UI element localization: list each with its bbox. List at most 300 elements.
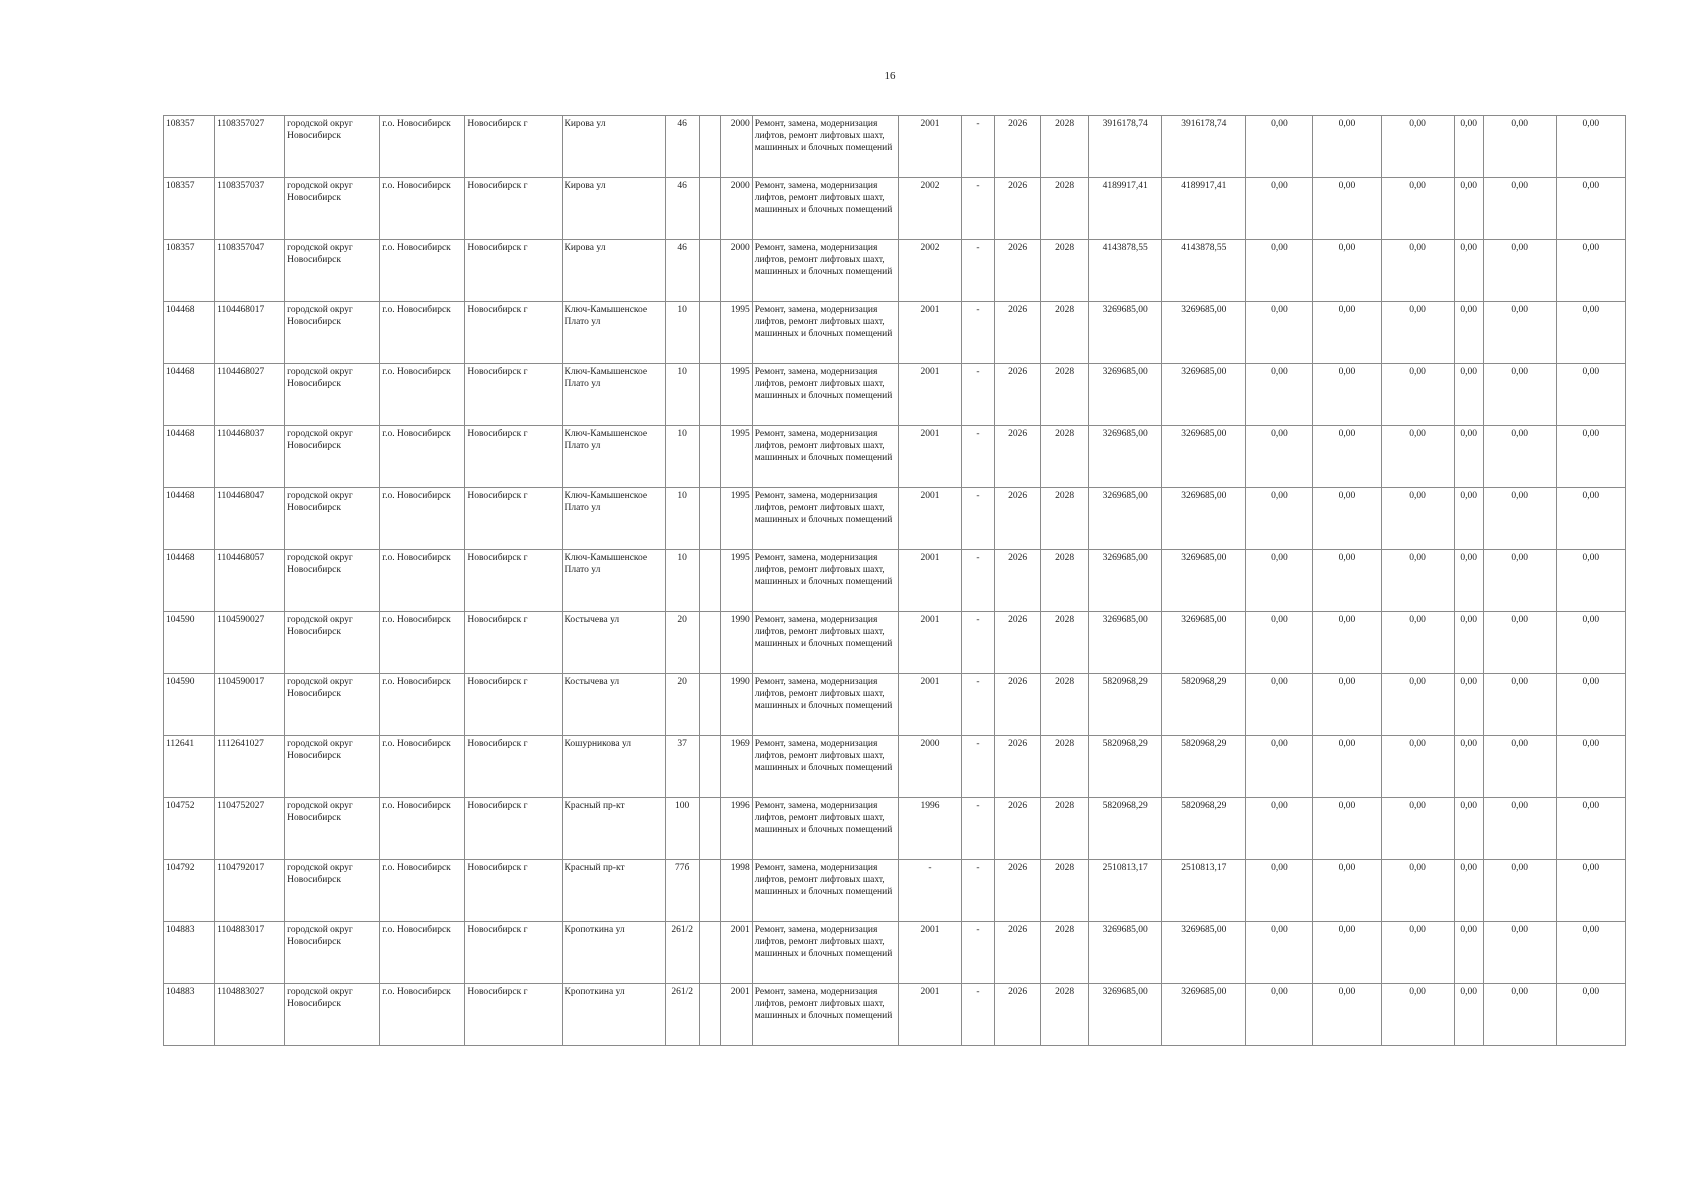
built-year-cell: 1996	[720, 798, 752, 860]
repair-plan-table-container	[163, 115, 1626, 1046]
plan-start-year-cell: 2026	[995, 488, 1041, 550]
value-4-cell: 0,00	[1454, 860, 1483, 922]
previous-repair-cell: -	[962, 116, 995, 178]
municipality-cell: г.о. Новосибирск	[380, 488, 465, 550]
plan-end-year-cell: 2028	[1041, 984, 1089, 1046]
house-number-cell: 10	[665, 550, 699, 612]
row-id-cell: 104752	[164, 798, 215, 860]
row-id-cell: 108357	[164, 240, 215, 302]
plan-end-year-cell: 2028	[1041, 550, 1089, 612]
plan-end-year-cell: 2028	[1041, 302, 1089, 364]
value-1-cell: 0,00	[1246, 922, 1313, 984]
row-id-cell: 108357	[164, 116, 215, 178]
value-6-cell: 0,00	[1556, 364, 1625, 426]
previous-repair-cell: -	[962, 364, 995, 426]
municipality-cell: г.о. Новосибирск	[380, 674, 465, 736]
district-cell: городской округ Новосибирск	[285, 550, 380, 612]
previous-repair-cell: -	[962, 860, 995, 922]
total-cost-cell: 4143878,55	[1089, 240, 1162, 302]
fund-cost-cell: 5820968,29	[1162, 736, 1246, 798]
municipality-cell: г.о. Новосибирск	[380, 736, 465, 798]
value-6-cell: 0,00	[1556, 488, 1625, 550]
object-code-cell: 1104468057	[215, 550, 285, 612]
plan-end-year-cell: 2028	[1041, 922, 1089, 984]
building-cell	[699, 488, 720, 550]
value-6-cell: 0,00	[1556, 922, 1625, 984]
fund-cost-cell: 3269685,00	[1162, 922, 1246, 984]
house-number-cell: 46	[665, 178, 699, 240]
built-year-cell: 1995	[720, 550, 752, 612]
value-3-cell: 0,00	[1381, 116, 1454, 178]
municipality-cell: г.о. Новосибирск	[380, 860, 465, 922]
plan-start-year-cell: 2026	[995, 860, 1041, 922]
value-3-cell: 0,00	[1381, 612, 1454, 674]
fund-cost-cell: 2510813,17	[1162, 860, 1246, 922]
value-3-cell: 0,00	[1381, 488, 1454, 550]
value-1-cell: 0,00	[1246, 240, 1313, 302]
value-2-cell: 0,00	[1313, 364, 1381, 426]
district-cell: городской округ Новосибирск	[285, 798, 380, 860]
total-cost-cell: 4189917,41	[1089, 178, 1162, 240]
city-cell: Новосибирск г	[465, 984, 562, 1046]
row-id-cell: 104468	[164, 426, 215, 488]
built-year-cell: 2001	[720, 922, 752, 984]
value-3-cell: 0,00	[1381, 798, 1454, 860]
value-1-cell: 0,00	[1246, 550, 1313, 612]
value-1-cell: 0,00	[1246, 984, 1313, 1046]
city-cell: Новосибирск г	[465, 550, 562, 612]
previous-repair-cell: -	[962, 984, 995, 1046]
value-1-cell: 0,00	[1246, 612, 1313, 674]
house-number-cell: 10	[665, 302, 699, 364]
value-2-cell: 0,00	[1313, 302, 1381, 364]
built-year-cell: 2000	[720, 178, 752, 240]
last-repair-year-cell: 2002	[898, 178, 961, 240]
plan-start-year-cell: 2026	[995, 798, 1041, 860]
value-5-cell: 0,00	[1483, 240, 1556, 302]
work-type-cell: Ремонт, замена, модернизация лифтов, ремонт лифтовых шахт, машинных и блочных помещений	[752, 612, 898, 674]
last-repair-year-cell: 2001	[898, 364, 961, 426]
street-cell: Ключ-Камышенское Плато ул	[562, 550, 665, 612]
total-cost-cell: 3269685,00	[1089, 488, 1162, 550]
page-number: 16	[884, 70, 896, 82]
building-cell	[699, 550, 720, 612]
value-6-cell: 0,00	[1556, 178, 1625, 240]
municipality-cell: г.о. Новосибирск	[380, 922, 465, 984]
work-type-cell: Ремонт, замена, модернизация лифтов, ремонт лифтовых шахт, машинных и блочных помещений	[752, 302, 898, 364]
object-code-cell: 1108357027	[215, 116, 285, 178]
district-cell: городской округ Новосибирск	[285, 860, 380, 922]
object-code-cell: 1108357037	[215, 178, 285, 240]
fund-cost-cell: 4143878,55	[1162, 240, 1246, 302]
value-4-cell: 0,00	[1454, 302, 1483, 364]
value-2-cell: 0,00	[1313, 612, 1381, 674]
street-cell: Ключ-Камышенское Плато ул	[562, 364, 665, 426]
value-6-cell: 0,00	[1556, 426, 1625, 488]
fund-cost-cell: 5820968,29	[1162, 798, 1246, 860]
building-cell	[699, 612, 720, 674]
value-3-cell: 0,00	[1381, 550, 1454, 612]
street-cell: Ключ-Камышенское Плато ул	[562, 302, 665, 364]
value-5-cell: 0,00	[1483, 674, 1556, 736]
object-code-cell: 1104468037	[215, 426, 285, 488]
repair-plan-table	[163, 115, 1626, 1046]
table-row	[164, 364, 1626, 426]
total-cost-cell: 3269685,00	[1089, 302, 1162, 364]
previous-repair-cell: -	[962, 426, 995, 488]
city-cell: Новосибирск г	[465, 116, 562, 178]
last-repair-year-cell: 2002	[898, 240, 961, 302]
row-id-cell: 104590	[164, 674, 215, 736]
value-6-cell: 0,00	[1556, 612, 1625, 674]
value-6-cell: 0,00	[1556, 116, 1625, 178]
table-body	[164, 116, 1626, 1046]
street-cell: Костычева ул	[562, 674, 665, 736]
city-cell: Новосибирск г	[465, 674, 562, 736]
house-number-cell: 10	[665, 364, 699, 426]
table-row	[164, 178, 1626, 240]
plan-start-year-cell: 2026	[995, 302, 1041, 364]
row-id-cell: 104590	[164, 612, 215, 674]
table-row	[164, 488, 1626, 550]
object-code-cell: 1104468047	[215, 488, 285, 550]
total-cost-cell: 5820968,29	[1089, 674, 1162, 736]
previous-repair-cell: -	[962, 240, 995, 302]
table-row	[164, 612, 1626, 674]
total-cost-cell: 5820968,29	[1089, 798, 1162, 860]
value-4-cell: 0,00	[1454, 922, 1483, 984]
street-cell: Кошурникова ул	[562, 736, 665, 798]
work-type-cell: Ремонт, замена, модернизация лифтов, ремонт лифтовых шахт, машинных и блочных помещений	[752, 426, 898, 488]
house-number-cell: 10	[665, 488, 699, 550]
plan-end-year-cell: 2028	[1041, 116, 1089, 178]
row-id-cell: 104468	[164, 302, 215, 364]
work-type-cell: Ремонт, замена, модернизация лифтов, ремонт лифтовых шахт, машинных и блочных помещений	[752, 674, 898, 736]
object-code-cell: 1104883017	[215, 922, 285, 984]
municipality-cell: г.о. Новосибирск	[380, 984, 465, 1046]
object-code-cell: 1112641027	[215, 736, 285, 798]
value-1-cell: 0,00	[1246, 426, 1313, 488]
value-2-cell: 0,00	[1313, 922, 1381, 984]
house-number-cell: 46	[665, 116, 699, 178]
built-year-cell: 1990	[720, 612, 752, 674]
building-cell	[699, 798, 720, 860]
object-code-cell: 1104468017	[215, 302, 285, 364]
value-3-cell: 0,00	[1381, 736, 1454, 798]
last-repair-year-cell: 2001	[898, 302, 961, 364]
value-3-cell: 0,00	[1381, 240, 1454, 302]
district-cell: городской округ Новосибирск	[285, 116, 380, 178]
fund-cost-cell: 5820968,29	[1162, 674, 1246, 736]
value-5-cell: 0,00	[1483, 798, 1556, 860]
work-type-cell: Ремонт, замена, модернизация лифтов, ремонт лифтовых шахт, машинных и блочных помещений	[752, 736, 898, 798]
object-code-cell: 1104752027	[215, 798, 285, 860]
value-4-cell: 0,00	[1454, 240, 1483, 302]
fund-cost-cell: 3269685,00	[1162, 426, 1246, 488]
built-year-cell: 1990	[720, 674, 752, 736]
work-type-cell: Ремонт, замена, модернизация лифтов, ремонт лифтовых шахт, машинных и блочных помещений	[752, 116, 898, 178]
last-repair-year-cell: 2001	[898, 550, 961, 612]
last-repair-year-cell: -	[898, 860, 961, 922]
table-row	[164, 860, 1626, 922]
value-5-cell: 0,00	[1483, 984, 1556, 1046]
city-cell: Новосибирск г	[465, 240, 562, 302]
value-1-cell: 0,00	[1246, 674, 1313, 736]
value-2-cell: 0,00	[1313, 674, 1381, 736]
last-repair-year-cell: 2001	[898, 116, 961, 178]
value-2-cell: 0,00	[1313, 736, 1381, 798]
building-cell	[699, 240, 720, 302]
fund-cost-cell: 3269685,00	[1162, 550, 1246, 612]
value-4-cell: 0,00	[1454, 984, 1483, 1046]
value-4-cell: 0,00	[1454, 488, 1483, 550]
total-cost-cell: 3916178,74	[1089, 116, 1162, 178]
value-5-cell: 0,00	[1483, 364, 1556, 426]
work-type-cell: Ремонт, замена, модернизация лифтов, ремонт лифтовых шахт, машинных и блочных помещений	[752, 984, 898, 1046]
value-1-cell: 0,00	[1246, 178, 1313, 240]
work-type-cell: Ремонт, замена, модернизация лифтов, ремонт лифтовых шахт, машинных и блочных помещений	[752, 798, 898, 860]
plan-start-year-cell: 2026	[995, 240, 1041, 302]
district-cell: городской округ Новосибирск	[285, 302, 380, 364]
municipality-cell: г.о. Новосибирск	[380, 798, 465, 860]
value-2-cell: 0,00	[1313, 488, 1381, 550]
table-row	[164, 736, 1626, 798]
last-repair-year-cell: 2001	[898, 922, 961, 984]
value-3-cell: 0,00	[1381, 860, 1454, 922]
previous-repair-cell: -	[962, 612, 995, 674]
city-cell: Новосибирск г	[465, 364, 562, 426]
plan-end-year-cell: 2028	[1041, 736, 1089, 798]
city-cell: Новосибирск г	[465, 922, 562, 984]
street-cell: Кропоткина ул	[562, 922, 665, 984]
district-cell: городской округ Новосибирск	[285, 364, 380, 426]
plan-start-year-cell: 2026	[995, 116, 1041, 178]
fund-cost-cell: 3916178,74	[1162, 116, 1246, 178]
value-5-cell: 0,00	[1483, 488, 1556, 550]
value-4-cell: 0,00	[1454, 736, 1483, 798]
value-5-cell: 0,00	[1483, 302, 1556, 364]
value-4-cell: 0,00	[1454, 612, 1483, 674]
building-cell	[699, 364, 720, 426]
district-cell: городской округ Новосибирск	[285, 984, 380, 1046]
value-1-cell: 0,00	[1246, 302, 1313, 364]
fund-cost-cell: 3269685,00	[1162, 488, 1246, 550]
previous-repair-cell: -	[962, 302, 995, 364]
row-id-cell: 104468	[164, 488, 215, 550]
city-cell: Новосибирск г	[465, 736, 562, 798]
value-2-cell: 0,00	[1313, 178, 1381, 240]
street-cell: Красный пр-кт	[562, 798, 665, 860]
value-6-cell: 0,00	[1556, 240, 1625, 302]
city-cell: Новосибирск г	[465, 178, 562, 240]
value-4-cell: 0,00	[1454, 426, 1483, 488]
building-cell	[699, 302, 720, 364]
value-5-cell: 0,00	[1483, 426, 1556, 488]
object-code-cell: 1108357047	[215, 240, 285, 302]
previous-repair-cell: -	[962, 674, 995, 736]
total-cost-cell: 3269685,00	[1089, 612, 1162, 674]
object-code-cell: 1104468027	[215, 364, 285, 426]
table-row	[164, 426, 1626, 488]
municipality-cell: г.о. Новосибирск	[380, 550, 465, 612]
value-4-cell: 0,00	[1454, 550, 1483, 612]
last-repair-year-cell: 2001	[898, 488, 961, 550]
district-cell: городской округ Новосибирск	[285, 426, 380, 488]
street-cell: Кирова ул	[562, 116, 665, 178]
object-code-cell: 1104590027	[215, 612, 285, 674]
municipality-cell: г.о. Новосибирск	[380, 426, 465, 488]
value-5-cell: 0,00	[1483, 922, 1556, 984]
district-cell: городской округ Новосибирск	[285, 178, 380, 240]
table-row	[164, 674, 1626, 736]
value-6-cell: 0,00	[1556, 550, 1625, 612]
value-6-cell: 0,00	[1556, 302, 1625, 364]
value-5-cell: 0,00	[1483, 860, 1556, 922]
previous-repair-cell: -	[962, 922, 995, 984]
value-6-cell: 0,00	[1556, 984, 1625, 1046]
previous-repair-cell: -	[962, 178, 995, 240]
value-2-cell: 0,00	[1313, 984, 1381, 1046]
city-cell: Новосибирск г	[465, 860, 562, 922]
municipality-cell: г.о. Новосибирск	[380, 302, 465, 364]
value-2-cell: 0,00	[1313, 798, 1381, 860]
previous-repair-cell: -	[962, 798, 995, 860]
value-2-cell: 0,00	[1313, 860, 1381, 922]
value-5-cell: 0,00	[1483, 178, 1556, 240]
municipality-cell: г.о. Новосибирск	[380, 240, 465, 302]
value-2-cell: 0,00	[1313, 550, 1381, 612]
row-id-cell: 108357	[164, 178, 215, 240]
work-type-cell: Ремонт, замена, модернизация лифтов, ремонт лифтовых шахт, машинных и блочных помещений	[752, 240, 898, 302]
house-number-cell: 46	[665, 240, 699, 302]
fund-cost-cell: 3269685,00	[1162, 302, 1246, 364]
city-cell: Новосибирск г	[465, 488, 562, 550]
value-5-cell: 0,00	[1483, 116, 1556, 178]
plan-start-year-cell: 2026	[995, 984, 1041, 1046]
plan-end-year-cell: 2028	[1041, 860, 1089, 922]
plan-end-year-cell: 2028	[1041, 364, 1089, 426]
total-cost-cell: 3269685,00	[1089, 550, 1162, 612]
value-5-cell: 0,00	[1483, 736, 1556, 798]
house-number-cell: 20	[665, 612, 699, 674]
value-1-cell: 0,00	[1246, 860, 1313, 922]
value-1-cell: 0,00	[1246, 364, 1313, 426]
district-cell: городской округ Новосибирск	[285, 488, 380, 550]
street-cell: Ключ-Камышенское Плато ул	[562, 488, 665, 550]
house-number-cell: 100	[665, 798, 699, 860]
object-code-cell: 1104883027	[215, 984, 285, 1046]
building-cell	[699, 426, 720, 488]
value-3-cell: 0,00	[1381, 922, 1454, 984]
house-number-cell: 261/2	[665, 984, 699, 1046]
table-row	[164, 984, 1626, 1046]
fund-cost-cell: 4189917,41	[1162, 178, 1246, 240]
plan-end-year-cell: 2028	[1041, 178, 1089, 240]
value-6-cell: 0,00	[1556, 798, 1625, 860]
table-row	[164, 240, 1626, 302]
value-4-cell: 0,00	[1454, 178, 1483, 240]
last-repair-year-cell: 2001	[898, 984, 961, 1046]
value-3-cell: 0,00	[1381, 302, 1454, 364]
work-type-cell: Ремонт, замена, модернизация лифтов, ремонт лифтовых шахт, машинных и блочных помещений	[752, 488, 898, 550]
municipality-cell: г.о. Новосибирск	[380, 364, 465, 426]
built-year-cell: 2000	[720, 240, 752, 302]
district-cell: городской округ Новосибирск	[285, 736, 380, 798]
total-cost-cell: 2510813,17	[1089, 860, 1162, 922]
value-1-cell: 0,00	[1246, 798, 1313, 860]
work-type-cell: Ремонт, замена, модернизация лифтов, ремонт лифтовых шахт, машинных и блочных помещений	[752, 550, 898, 612]
total-cost-cell: 3269685,00	[1089, 922, 1162, 984]
plan-start-year-cell: 2026	[995, 550, 1041, 612]
value-3-cell: 0,00	[1381, 426, 1454, 488]
previous-repair-cell: -	[962, 488, 995, 550]
value-2-cell: 0,00	[1313, 240, 1381, 302]
plan-start-year-cell: 2026	[995, 922, 1041, 984]
value-6-cell: 0,00	[1556, 674, 1625, 736]
built-year-cell: 1969	[720, 736, 752, 798]
table-row	[164, 922, 1626, 984]
built-year-cell: 1995	[720, 302, 752, 364]
street-cell: Костычева ул	[562, 612, 665, 674]
value-1-cell: 0,00	[1246, 488, 1313, 550]
plan-start-year-cell: 2026	[995, 178, 1041, 240]
fund-cost-cell: 3269685,00	[1162, 612, 1246, 674]
work-type-cell: Ремонт, замена, модернизация лифтов, ремонт лифтовых шахт, машинных и блочных помещений	[752, 922, 898, 984]
plan-end-year-cell: 2028	[1041, 612, 1089, 674]
street-cell: Кирова ул	[562, 240, 665, 302]
municipality-cell: г.о. Новосибирск	[380, 116, 465, 178]
house-number-cell: 261/2	[665, 922, 699, 984]
value-1-cell: 0,00	[1246, 736, 1313, 798]
district-cell: городской округ Новосибирск	[285, 674, 380, 736]
work-type-cell: Ремонт, замена, модернизация лифтов, ремонт лифтовых шахт, машинных и блочных помещений	[752, 364, 898, 426]
street-cell: Кирова ул	[562, 178, 665, 240]
city-cell: Новосибирск г	[465, 426, 562, 488]
building-cell	[699, 922, 720, 984]
city-cell: Новосибирск г	[465, 798, 562, 860]
house-number-cell: 77б	[665, 860, 699, 922]
built-year-cell: 1995	[720, 364, 752, 426]
building-cell	[699, 178, 720, 240]
plan-end-year-cell: 2028	[1041, 488, 1089, 550]
building-cell	[699, 736, 720, 798]
street-cell: Ключ-Камышенское Плато ул	[562, 426, 665, 488]
plan-start-year-cell: 2026	[995, 736, 1041, 798]
total-cost-cell: 5820968,29	[1089, 736, 1162, 798]
total-cost-cell: 3269685,00	[1089, 984, 1162, 1046]
value-3-cell: 0,00	[1381, 364, 1454, 426]
row-id-cell: 104792	[164, 860, 215, 922]
last-repair-year-cell: 2001	[898, 612, 961, 674]
building-cell	[699, 860, 720, 922]
value-2-cell: 0,00	[1313, 116, 1381, 178]
building-cell	[699, 674, 720, 736]
object-code-cell: 1104590017	[215, 674, 285, 736]
street-cell: Красный пр-кт	[562, 860, 665, 922]
row-id-cell: 104468	[164, 550, 215, 612]
house-number-cell: 37	[665, 736, 699, 798]
value-4-cell: 0,00	[1454, 798, 1483, 860]
last-repair-year-cell: 2001	[898, 426, 961, 488]
value-3-cell: 0,00	[1381, 674, 1454, 736]
table-row	[164, 116, 1626, 178]
row-id-cell: 104468	[164, 364, 215, 426]
district-cell: городской округ Новосибирск	[285, 240, 380, 302]
plan-end-year-cell: 2028	[1041, 240, 1089, 302]
house-number-cell: 20	[665, 674, 699, 736]
city-cell: Новосибирск г	[465, 612, 562, 674]
table-row	[164, 550, 1626, 612]
